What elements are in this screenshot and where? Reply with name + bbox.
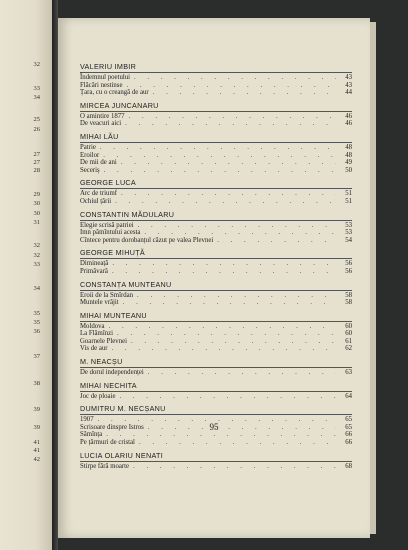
author-heading: MIHAI MUNTEANU	[80, 311, 352, 322]
entry-page: 62	[345, 345, 352, 353]
toc-entry	[80, 431, 352, 439]
left-page-number: 32	[33, 242, 40, 249]
toc-entry	[80, 292, 352, 300]
author-heading: CONSTANTIN MĂDULARU	[80, 210, 352, 221]
entry-page: 53	[345, 221, 352, 229]
table-of-contents	[80, 62, 352, 470]
entry-title: Flăcări nestinse	[80, 81, 123, 89]
entry-title: Elegie scrisă patriei	[80, 221, 134, 229]
entry-page: 58	[345, 291, 352, 299]
entry-title: Dimineață	[80, 260, 109, 268]
dot-leader	[131, 338, 336, 346]
right-page	[58, 18, 370, 538]
entry-page: 48	[345, 143, 352, 151]
entry-title: O amintire 1877	[80, 112, 125, 120]
entry-title: De veacuri aici	[80, 120, 122, 128]
entry-page: 68	[345, 462, 352, 470]
dot-leader	[153, 89, 336, 97]
dot-leader	[126, 82, 336, 90]
entry-title: Muntele vrăjit	[80, 299, 119, 307]
left-page-number: 33	[33, 261, 40, 268]
toc-entry	[80, 369, 352, 377]
toc-entry	[80, 323, 352, 331]
dot-leader	[104, 167, 336, 175]
dot-leader	[109, 323, 336, 331]
dot-leader	[217, 237, 336, 245]
toc-entry	[80, 144, 352, 152]
entry-page: 66	[345, 439, 352, 447]
toc-entry	[80, 463, 352, 471]
entry-page: 66	[345, 431, 352, 439]
entry-page: 46	[345, 120, 352, 128]
left-page-number: 41	[33, 447, 40, 454]
left-page-number: 38	[33, 380, 40, 387]
left-page-number: 39	[33, 406, 40, 413]
toc-entry	[80, 190, 352, 198]
dot-leader	[144, 229, 336, 237]
entry-page: 61	[345, 337, 352, 345]
author-heading: MIHAI NECHITA	[80, 381, 352, 392]
toc-entry	[80, 237, 352, 245]
dot-leader	[139, 439, 336, 447]
author-heading: GEORGE MIHUȚĂ	[80, 248, 352, 259]
left-page-number: 27	[33, 159, 40, 166]
toc-entry	[80, 167, 352, 175]
dot-leader	[123, 299, 336, 307]
toc-entry	[80, 345, 352, 353]
toc-entry	[80, 222, 352, 230]
entry-title: De mii de ani	[80, 159, 117, 167]
left-page-number: 37	[33, 353, 40, 360]
dot-leader	[121, 190, 336, 198]
entry-page: 53	[345, 229, 352, 237]
entry-page: 56	[345, 260, 352, 268]
dot-leader	[106, 431, 336, 439]
left-page-number: 30	[33, 210, 40, 217]
author-heading: M. NEACȘU	[80, 357, 352, 368]
entry-page: 58	[345, 299, 352, 307]
author-heading: MIHAI LĂU	[80, 132, 352, 143]
entry-title: Moldova	[80, 322, 105, 330]
dot-leader	[137, 292, 336, 300]
toc-entry	[80, 113, 352, 121]
toc-entry	[80, 260, 352, 268]
entry-title: Imn pămîntului acesta	[80, 229, 141, 237]
left-page-number: 32	[33, 61, 40, 68]
dot-leader	[133, 463, 336, 471]
page-edge	[370, 22, 376, 534]
left-page-number: 30	[33, 200, 40, 207]
author-heading: MIRCEA JUNCANARU	[80, 101, 352, 112]
entry-title: Vis de aur	[80, 345, 108, 353]
entry-page: 48	[345, 151, 352, 159]
entry-page: 65	[345, 416, 352, 424]
toc-entry	[80, 89, 352, 97]
toc-entry	[80, 74, 352, 82]
entry-title: Îndemnul poetului	[80, 74, 131, 81]
dot-leader	[138, 222, 336, 230]
toc-entry	[80, 330, 352, 338]
entry-page: 51	[345, 197, 352, 205]
entry-page: 50	[345, 166, 352, 174]
entry-title: Cîntece pentru dorobanțul căzut pe valea Plevnei	[80, 236, 214, 244]
dot-leader	[112, 260, 336, 268]
author-heading: CONSTANȚA MUNTEANU	[80, 280, 352, 291]
entry-title: Eroii de la Smîrdan	[80, 291, 134, 299]
entry-page: 46	[345, 112, 352, 120]
left-page-number: 28	[33, 167, 40, 174]
entry-title: Sămînța	[80, 431, 103, 439]
entry-page: 54	[345, 236, 352, 244]
entry-title: La Flămînzi	[80, 330, 114, 338]
entry-title: Scrisoare dinspre Istros	[80, 423, 144, 431]
dot-leader	[129, 113, 336, 121]
entry-title: Ochiul țării	[80, 197, 112, 205]
left-page-number: 35	[33, 319, 40, 326]
entry-page: 60	[345, 322, 352, 330]
dot-leader	[112, 345, 336, 353]
left-page-number: 36	[33, 328, 40, 335]
entry-page: 63	[345, 369, 352, 377]
left-page-number: 27	[33, 151, 40, 158]
entry-page: 44	[345, 89, 352, 97]
dot-leader	[103, 152, 336, 160]
toc-entry	[80, 299, 352, 307]
toc-entry	[80, 229, 352, 237]
entry-title: Pe țărmuri de cristal	[80, 439, 135, 447]
page-number: 95	[209, 422, 219, 432]
toc-entry	[80, 439, 352, 447]
entry-title: Țara, cu o creangă de aur	[80, 89, 149, 97]
dot-leader	[100, 144, 336, 152]
left-page-number: 35	[33, 310, 40, 317]
dot-leader	[134, 74, 336, 82]
left-page-number: 39	[33, 424, 40, 431]
author-heading: GEORGE LUCA	[80, 178, 352, 189]
left-page-number: 29	[33, 191, 40, 198]
entry-title: Joc de ploaie	[80, 392, 116, 400]
left-page-number: 32	[33, 252, 40, 259]
toc-entry	[80, 120, 352, 128]
toc-entry	[80, 198, 352, 206]
author-heading: VALERIU IMBIR	[80, 62, 352, 73]
entry-title: Goarnele Plevnei	[80, 337, 127, 345]
dot-leader	[125, 120, 336, 128]
dot-leader	[148, 369, 336, 377]
entry-page: 49	[345, 159, 352, 167]
entry-title: Patrie	[80, 143, 96, 151]
dot-leader	[121, 159, 336, 167]
entry-page: 51	[345, 190, 352, 198]
entry-title: 1907	[80, 416, 94, 424]
toc-entry	[80, 338, 352, 346]
entry-page: 65	[345, 423, 352, 431]
entry-page: 43	[345, 81, 352, 89]
toc-entry	[80, 159, 352, 167]
entry-title: Arc de triumf	[80, 190, 117, 198]
left-page-number: 25	[33, 116, 40, 123]
toc-entry	[80, 82, 352, 90]
toc-entry	[80, 152, 352, 160]
entry-title: De dorul independenței	[80, 369, 144, 377]
entry-page: 56	[345, 267, 352, 275]
dot-leader	[112, 268, 336, 276]
author-heading: DUMITRU M. NECȘANU	[80, 404, 352, 415]
dot-leader	[117, 330, 336, 338]
left-page-number: 26	[33, 126, 40, 133]
dot-leader	[115, 198, 336, 206]
left-page-number: 42	[33, 456, 40, 463]
toc-entry	[80, 393, 352, 401]
entry-page: 64	[345, 392, 352, 400]
left-page-number: 33	[33, 85, 40, 92]
entry-page: 60	[345, 330, 352, 338]
entry-title: Primăvară	[80, 267, 108, 275]
dot-leader	[119, 393, 336, 401]
left-page-number: 34	[33, 94, 40, 101]
left-page-number: 41	[33, 439, 40, 446]
author-heading: LUCIA OLARIU NENATI	[80, 451, 352, 462]
left-page	[0, 0, 52, 550]
entry-title: Stirpe fără moarte	[80, 462, 130, 470]
entry-title: Seceriș	[80, 166, 100, 174]
left-page-number: 31	[33, 219, 40, 226]
entry-page: 43	[345, 74, 352, 81]
entry-title: Eroilor	[80, 151, 100, 159]
left-page-number: 34	[33, 285, 40, 292]
toc-entry	[80, 268, 352, 276]
